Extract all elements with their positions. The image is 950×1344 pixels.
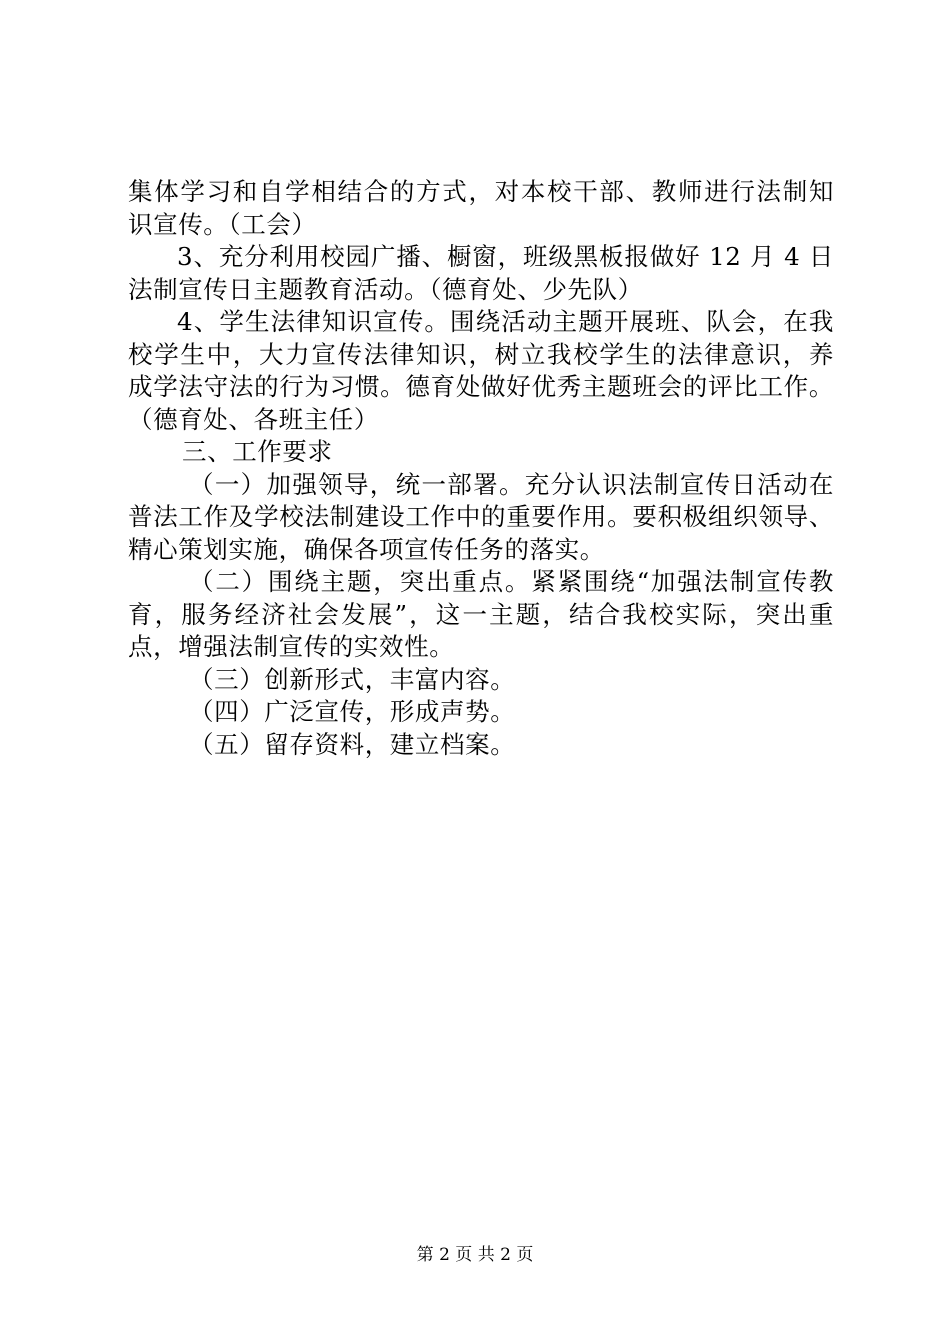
page-number-footer: 第 2 页 共 2 页 [416, 1245, 534, 1265]
text-line: 点，增强法制宣传的实效性。 [128, 632, 455, 661]
text-line: 成学法守法的行为习惯。德育处做好优秀主题班会的评比工作。 [128, 372, 834, 401]
text-line: 识宣传。（工会） [128, 209, 317, 239]
text-line: （一）加强领导，统一部署。充分认识法制宣传日活动在 [189, 469, 834, 499]
text-line: 法制宣传日主题教育活动。（德育处、少先队） [128, 274, 643, 304]
text-line: 3、充分利用校园广播、橱窗，班级黑板报做好 12 月 4 日 [177, 242, 834, 271]
text-line: （五）留存资料，建立档案。 [189, 729, 516, 759]
text-line: 普法工作及学校法制建设工作中的重要作用。要积极组织领导、 [128, 502, 834, 531]
text-line: （三）创新形式，丰富内容。 [189, 664, 516, 694]
text-line: 育，服务经济社会发展”，这一主题，结合我校实际，突出重 [128, 599, 834, 629]
text-line: 集体学习和自学相结合的方式，对本校干部、教师进行法制知 [128, 177, 834, 206]
text-line: 精心策划实施，确保各项宣传任务的落实。 [128, 534, 605, 564]
text-line: （德育处、各班主任） [128, 404, 379, 434]
section-heading: 三、工作要求 [182, 437, 333, 466]
text-line: 校学生中，大力宣传法律知识，树立我校学生的法律意识，养 [128, 339, 834, 369]
document-body [128, 176, 834, 761]
text-line: 4、学生法律知识宣传。围绕活动主题开展班、队会，在我 [177, 307, 834, 336]
text-line: （二）围绕主题，突出重点。紧紧围绕“加强法制宣传教 [189, 567, 834, 596]
text-line: （四）广泛宣传，形成声势。 [189, 697, 516, 726]
